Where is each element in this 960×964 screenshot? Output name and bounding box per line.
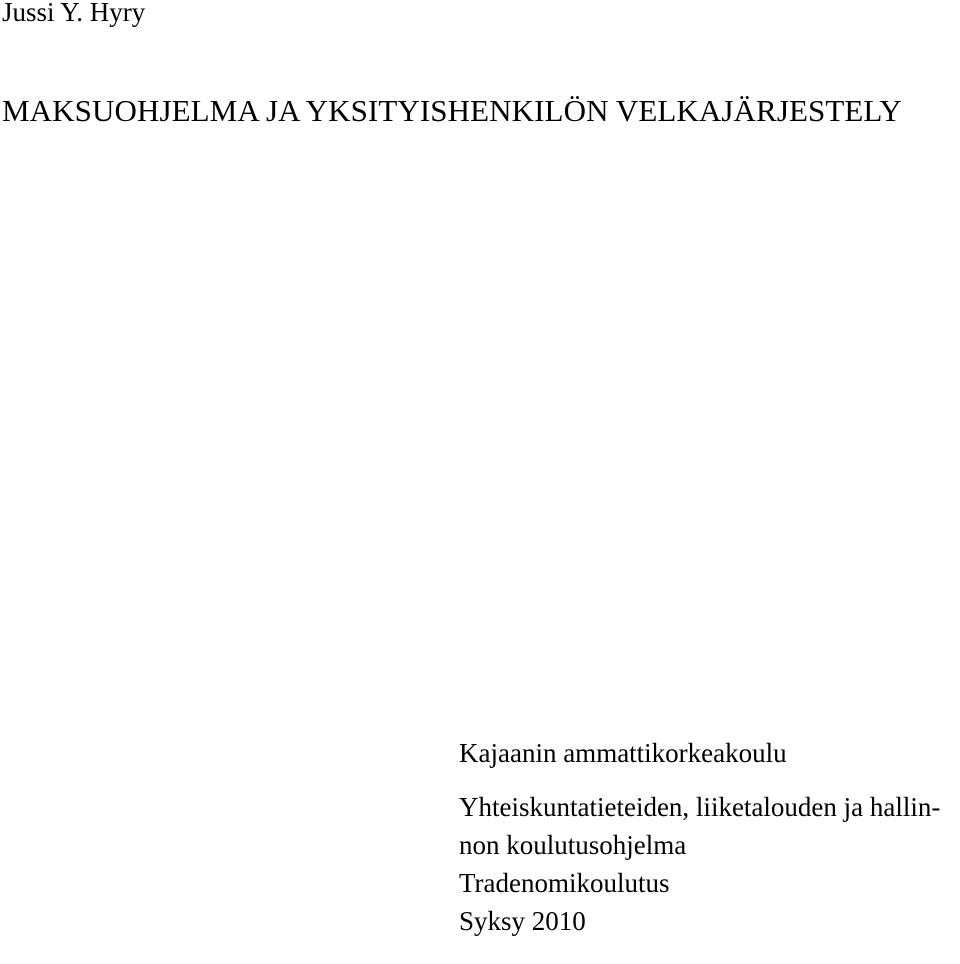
programme-line-1: Yhteiskuntatieteiden, liiketalouden ja hallin-: [459, 792, 941, 822]
date: Syksy 2010: [459, 906, 586, 936]
document-title: MAKSUOHJELMA JA YKSITYISHENKILÖN VELKAJÄRJESTELY: [2, 93, 902, 128]
title-page-info: [459, 734, 959, 940]
spacer: [459, 772, 959, 788]
institution: Kajaanin ammattikorkeakoulu: [459, 738, 787, 768]
author-name: Jussi Y. Hyry: [2, 0, 146, 27]
degree: Tradenomikoulutus: [459, 868, 670, 898]
programme-line-2: non koulutusohjelma: [459, 830, 687, 860]
